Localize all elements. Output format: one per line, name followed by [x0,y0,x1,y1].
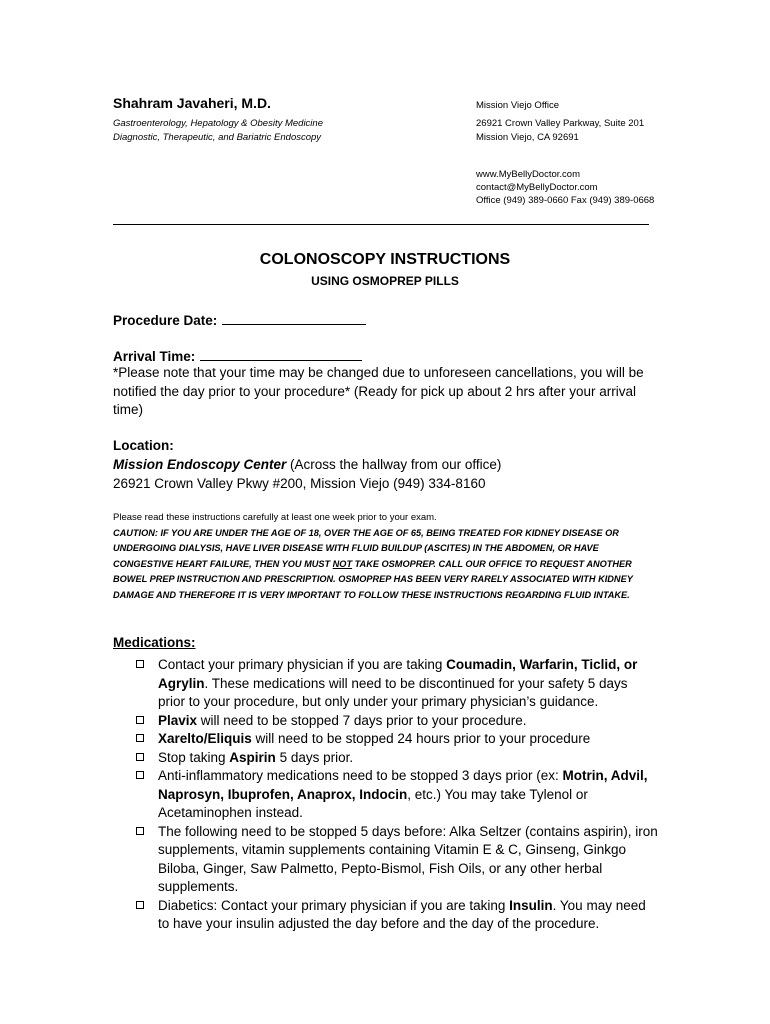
checkbox[interactable] [136,771,144,779]
arrival-time-blank[interactable] [200,346,362,361]
office-address-line-2: Mission Viejo, CA 92691 [476,132,579,143]
caution-not: NOT [332,558,353,569]
checkbox[interactable] [136,734,144,742]
caution-part-2: TAKE OSMOPREP. CALL OUR OFFICE TO REQUEST ANOTHER BOWEL PREP INSTRUCTION AND PRESCRIPTION. OSMOPREP HAS BEEN VERY RARELY ASSOCIATED WITH KIDNEY DAMAGE AND THEREFORE IT IS VERY IMPORTANT TO FOLLOW THESE INSTRUCTIONS REGARDING FLUID INTAKE. [113,558,633,600]
caution-part-1: CAUTION: IF YOU ARE UNDER THE AGE OF 18, OVER THE AGE OF 65, BEING TREATED FOR KIDNEY DISEASE OR UNDERGOING DIALYSIS, HAVE LIVER DISEASE WITH FLUID BUILDUP (ASCITES) IN THE ABDOMEN, OR HAVE CONGESTIVE HEART FAILURE, THEN YOU MUST [113,528,619,569]
caution-paragraph [113,526,658,603]
checkbox[interactable] [136,660,144,668]
office-label: Mission Viejo Office [476,100,560,111]
medication-item: Stop taking Aspirin 5 days prior. [113,749,658,768]
specialty-line-1: Gastroenterology, Hepatology & Obesity Medicine [113,118,323,129]
medication-item: The following need to be stopped 5 days before: Alka Seltzer (contains aspirin), iron supplements, vitamin supplements containing Vitamin E & C, Ginseng, Ginkgo Biloba, Ginger, Saw Palmetto, Pepto-Bismol, Fish Oils, or any other herbal supplements. [113,823,658,897]
checkbox[interactable] [136,901,144,909]
procedure-date-label: Procedure Date: [113,313,218,328]
phone-fax: Office (949) 389-0660 Fax (949) 389-0668 [476,195,655,206]
read-notice: Please read these instructions carefully at least one week prior to your exam. [113,512,437,523]
checkbox[interactable] [136,827,144,835]
center-note: (Across the hallway from our office) [286,457,502,472]
medication-item: Contact your primary physician if you are taking Coumadin, Warfarin, Ticlid, or Agrylin. These medications will need to be discontinued for your safety 5 days prior to your procedure, but only under your primary physician’s guidance. [113,656,658,712]
arrival-time-row [113,346,362,364]
email-link[interactable]: contact@MyBellyDoctor.com [476,182,598,193]
medication-item: Diabetics: Contact your primary physician if you are taking Insulin. You may need to have your insulin adjusted the day before and the day of the procedure. [113,897,658,934]
location-center [113,457,501,472]
page-title: COLONOSCOPY INSTRUCTIONS [259,251,511,268]
medications-list [113,656,658,934]
specialty-line-2: Diagnostic, Therapeutic, and Bariatric Endoscopy [113,132,322,143]
medications-heading: Medications: [113,635,196,650]
medication-item: Anti-inflammatory medications need to be stopped 3 days prior (ex: Motrin, Advil, Naprosyn, Ibuprofen, Anaprox, Indocin, etc.) You may take Tylenol or Acetaminophen instead. [113,767,658,823]
header-divider [113,224,649,225]
doctor-name: Shahram Javaheri, M.D. [113,95,271,111]
checkbox[interactable] [136,716,144,724]
center-name: Mission Endoscopy Center [113,457,287,472]
procedure-date-row [113,310,366,328]
office-address-line-1: 26921 Crown Valley Parkway, Suite 201 [476,118,645,129]
arrival-time-label: Arrival Time: [113,349,196,364]
arrival-note: *Please note that your time may be changed due to unforeseen cancellations, you will be notified the day prior to your procedure* (Ready for pick up about 2 hrs after your arrival time) [113,365,644,417]
location-address: 26921 Crown Valley Pkwy #200, Mission Viejo (949) 334-8160 [113,476,486,491]
medication-item: Xarelto/Eliquis will need to be stopped 24 hours prior to your procedure [113,730,658,749]
checkbox[interactable] [136,753,144,761]
medication-item: Plavix will need to be stopped 7 days prior to your procedure. [113,712,658,731]
website-link[interactable]: www.MyBellyDoctor.com [476,169,580,180]
page-subtitle: USING OSMOPREP PILLS [311,274,459,288]
location-label: Location: [113,438,174,453]
procedure-date-blank[interactable] [222,310,366,325]
